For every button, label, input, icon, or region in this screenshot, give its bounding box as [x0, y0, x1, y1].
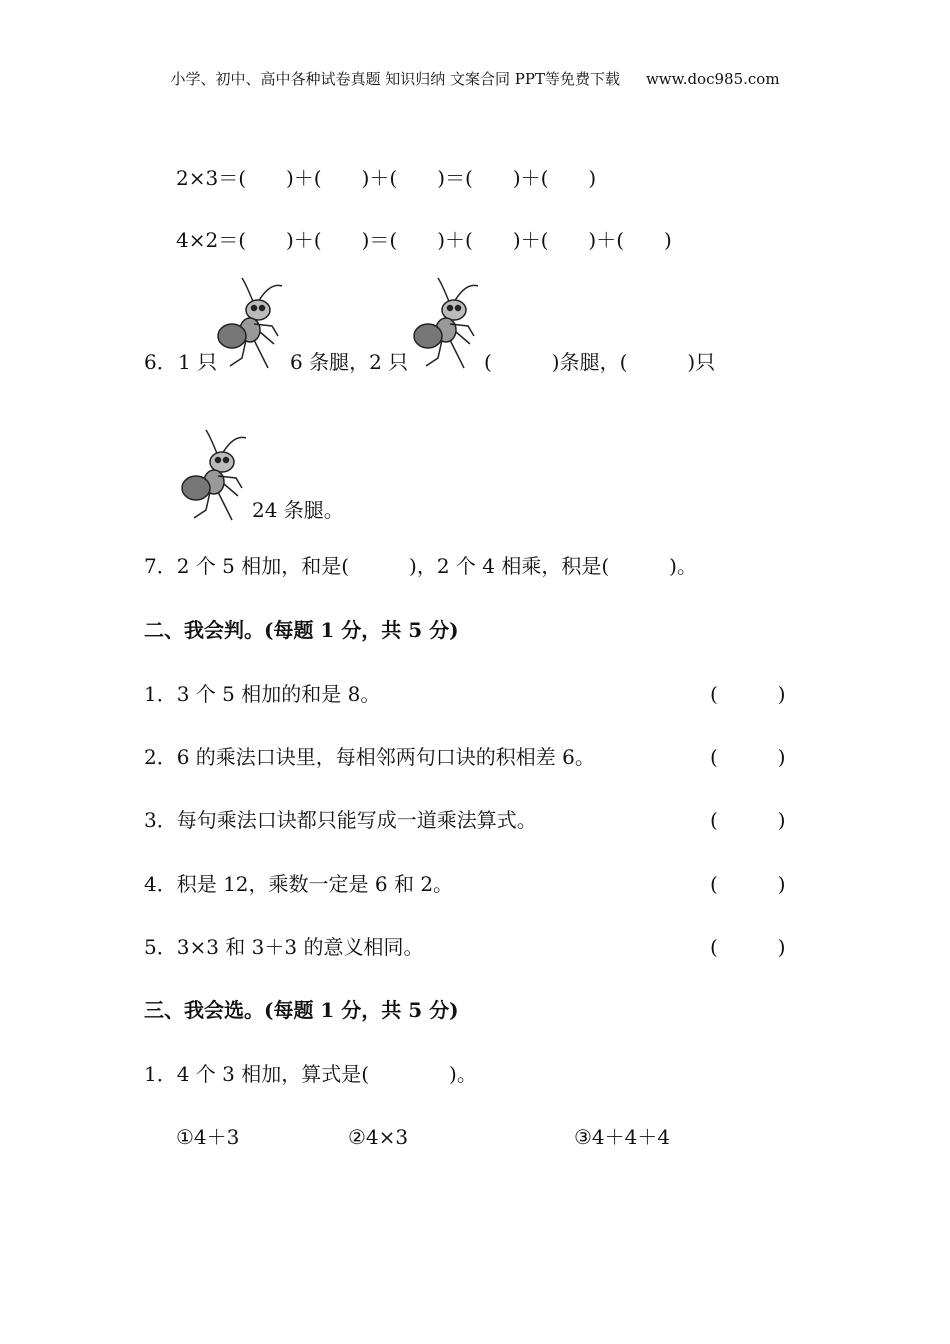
q6-part3: ( )条腿，( )只 — [484, 350, 716, 374]
judge-item-1 — [144, 680, 380, 708]
q7-text: 7．2 个 5 相加，和是( )，2 个 4 相乘，积是( )。 — [144, 554, 697, 578]
ant-icon — [206, 274, 296, 374]
q6-part1: 1 只 — [178, 350, 218, 374]
judge-item-paren[interactable]: ( ) — [710, 745, 786, 769]
judge-item-5 — [144, 933, 423, 961]
page-header — [0, 68, 950, 89]
option-1[interactable]: ①4＋3 — [176, 1125, 240, 1149]
section3-title: 三、我会选。(每题 1 分，共 5 分) — [144, 998, 459, 1022]
ant-icon — [402, 274, 492, 374]
q6-number: 6． — [144, 350, 177, 374]
judge-item-text: 1．3 个 5 相加的和是 8。 — [144, 682, 381, 706]
q6-part2: 6 条腿，2 只 — [290, 350, 409, 374]
ant-icon — [170, 426, 260, 526]
judge-item-text: 5．3×3 和 3＋3 的意义相同。 — [144, 935, 424, 959]
judge-item-paren[interactable]: ( ) — [710, 808, 786, 832]
choice-question-1: 1．4 个 3 相加，算式是( )。 — [144, 1062, 477, 1086]
judge-item-paren[interactable]: ( ) — [710, 682, 786, 706]
judge-item-3 — [144, 806, 537, 834]
option-2[interactable]: ②4×3 — [348, 1125, 409, 1149]
equation-1: 2×3＝( )＋( )＋( )＝( )＋( ) — [176, 166, 597, 190]
option-3[interactable]: ③4＋4＋4 — [574, 1125, 671, 1149]
section2-title: 二、我会判。(每题 1 分，共 5 分) — [144, 618, 459, 642]
judge-item-text: 3．每句乘法口诀都只能写成一道乘法算式。 — [144, 808, 537, 832]
equation-2: 4×2＝( )＋( )＝( )＋( )＋( )＋( ) — [176, 228, 672, 252]
judge-item-4 — [144, 870, 453, 898]
judge-item-2 — [144, 743, 595, 771]
q6-part4: 24 条腿。 — [252, 498, 344, 522]
judge-item-paren[interactable]: ( ) — [710, 872, 786, 896]
header-url: www.doc985.com — [645, 70, 780, 88]
judge-item-text: 4．积是 12，乘数一定是 6 和 2。 — [144, 872, 454, 896]
judge-item-paren[interactable]: ( ) — [710, 935, 786, 959]
judge-item-text: 2．6 的乘法口诀里，每相邻两句口诀的积相差 6。 — [144, 745, 595, 769]
header-left-text: 小学、初中、高中各种试卷真题 知识归纳 文案合同 PPT等免费下载 — [170, 70, 620, 88]
